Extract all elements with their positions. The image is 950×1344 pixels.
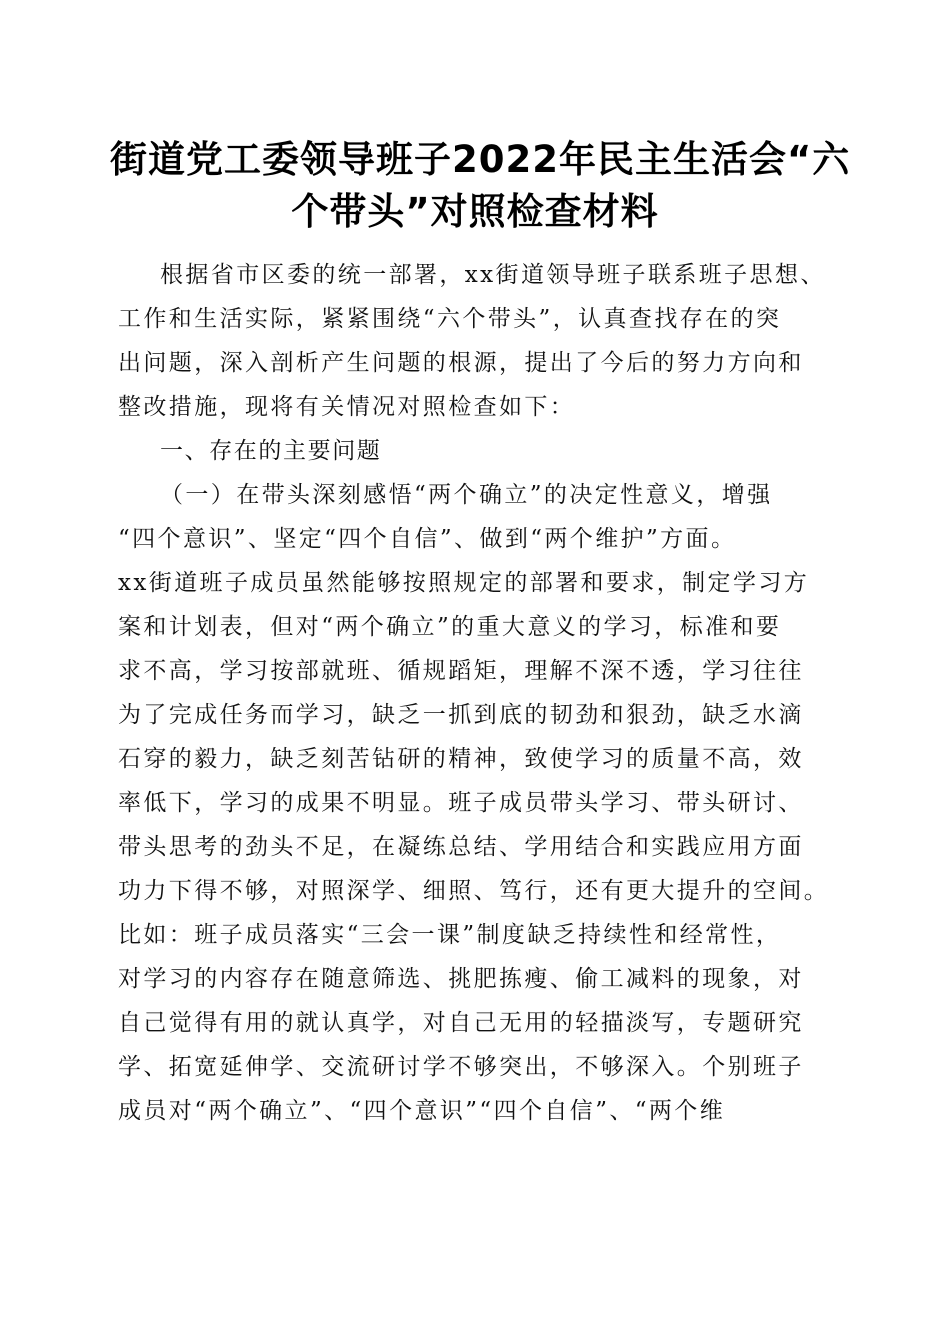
title-line-2: 个带头”对照检查材料 xyxy=(291,190,659,233)
intro-paragraph-line: 整改措施，现将有关情况对照检查如下： xyxy=(118,394,576,420)
subsection-paragraph-line: 功力下得不够，对照深学、细照、笃行，还有更大提升的空间。 xyxy=(118,878,830,904)
section-heading: 一、存在的主要问题 xyxy=(160,438,382,464)
subsection-paragraph-line: 对学习的内容存在随意筛选、挑肥拣瘦、偷工减料的现象，对 xyxy=(118,966,804,992)
title-line-1: 街道党工委领导班子2022年民主生活会“六 xyxy=(110,138,851,181)
subsection-paragraph-line: 带头思考的劲头不足，在凝练总结、学用结合和实践应用方面 xyxy=(118,834,804,860)
subsection-paragraph-line: 学、拓宽延伸学、交流研讨学不够突出，不够深入。个别班子 xyxy=(118,1054,804,1080)
subsection-paragraph-line: 为了完成任务而学习，缺乏一抓到底的韧劲和狠劲，缺乏水滴 xyxy=(118,702,804,728)
document-title xyxy=(110,134,851,238)
subsection-paragraph-line: 案和计划表，但对“两个确立”的重大意义的学习，标准和要 xyxy=(118,614,782,640)
intro-paragraph-line: 根据省市区委的统一部署，xx街道领导班子联系班子思想、 xyxy=(160,262,826,288)
subsection-paragraph-line: xx街道班子成员虽然能够按照规定的部署和要求，制定学习方 xyxy=(118,570,810,596)
subsection-paragraph-line: 自己觉得有用的就认真学，对自己无用的轻描淡写，专题研究 xyxy=(118,1010,804,1036)
subsection-paragraph-line: 比如：班子成员落实“三会一课”制度缺乏持续性和经常性， xyxy=(118,922,782,948)
subsection-paragraph-line: 率低下，学习的成果不明显。班子成员带头学习、带头研讨、 xyxy=(118,790,804,816)
intro-paragraph-line: 工作和生活实际，紧紧围绕“六个带头”，认真查找存在的突 xyxy=(118,306,782,332)
subsection-paragraph-line: 求不高，学习按部就班、循规蹈矩，理解不深不透，学习往往 xyxy=(118,658,804,684)
subsection-paragraph-line: 石穿的毅力，缺乏刻苦钻研的精神，致使学习的质量不高，效 xyxy=(118,746,804,772)
document-body xyxy=(118,253,848,1133)
intro-paragraph-line: 出问题，深入剖析产生问题的根源，提出了今后的努力方向和 xyxy=(118,350,804,376)
subsection-paragraph-line: 成员对“两个确立”、“四个意识”“四个自信”、“两个维 xyxy=(118,1098,726,1124)
subsection-paragraph-line: （一）在带头深刻感悟“两个确立”的决定性意义，增强 xyxy=(160,482,773,508)
subsection-paragraph-line: “四个意识”、坚定“四个自信”、做到“两个维护”方面。 xyxy=(118,526,737,552)
